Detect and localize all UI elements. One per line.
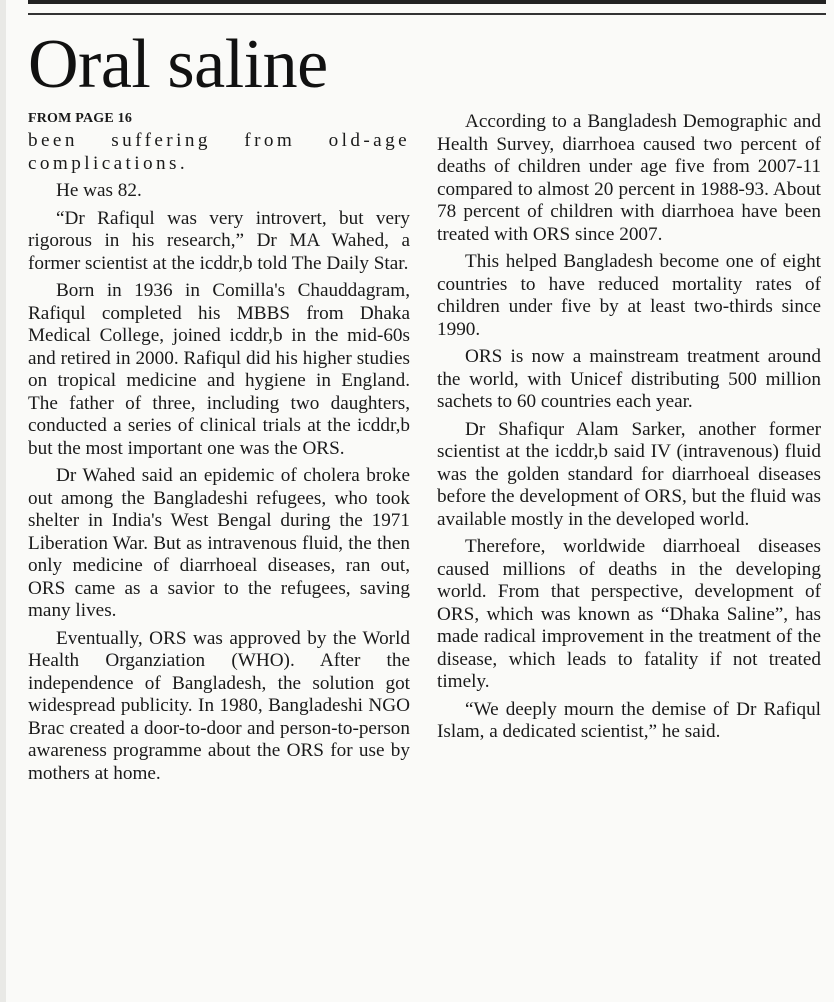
paragraph: Born in 1936 in Comilla's Chauddagram, Rafiqul completed his MBBS from Dhaka Medical College, joined icddr,b in the mid-60s and retired in 2000. Rafiqul did his higher studies on tropical medicine and hygiene in England. The father of three, including two daughters, conducted a series of clinical trials at the icddr,b but the most important one was the ORS. [28, 280, 410, 459]
paragraph: According to a Bangladesh Demographic and Health Survey, diarrhoea caused two percent of deaths of children under age five from 2007-11 compared to almost 20 percent in 1988-93. About 78 percent of children with diarrhoea have been treated with ORS since 2007. [437, 111, 821, 245]
paragraph: ORS is now a mainstream treatment around the world, with Unicef distributing 500 million sachets to 60 countries each year. [437, 346, 821, 412]
page-edge [0, 0, 6, 1002]
paragraph: This helped Bangladesh become one of eight countries to have reduced mortality rates of children under five by at least two-thirds since 1990. [437, 251, 821, 340]
paragraph: “Dr Rafiqul was very introvert, but very rigorous in his research,” Dr MA Wahed, a former scientist at the icddr,b told The Daily Star. [28, 207, 410, 274]
article-column-right [437, 111, 821, 749]
paragraph: He was 82. [56, 180, 142, 201]
paragraph: “We deeply mourn the demise of Dr Rafiqul Islam, a dedicated scientist,” he said. [437, 698, 821, 742]
article-column-left [28, 108, 410, 790]
jump-line: FROM PAGE 16 [28, 111, 133, 126]
top-thin-rule [28, 13, 826, 15]
paragraph: Dr Wahed said an epidemic of cholera broke out among the Bangladeshi refugees, who took shelter in India's West Bengal during the 1971 Liberation War. But as intravenous fluid, the then only medicine of diarrhoeal diseases, ran out, ORS came as a savior to the refugees, saving many lives. [28, 465, 410, 621]
headline: Oral saline [28, 26, 328, 103]
top-rule [28, 0, 826, 4]
paragraph: Therefore, worldwide diarrhoeal diseases caused millions of deaths in the developing world. From that perspective, development of ORS, which was known as “Dhaka Saline”, has made radical improvement in the treatment of the disease, which leads to fatality if not treated timely. [437, 536, 821, 692]
paragraph: been suffering from old-age complications. [28, 130, 410, 174]
paragraph: Eventually, ORS was approved by the World Health Organziation (WHO). After the independence of Bangladesh, the solution got widespread publicity. In 1980, Bangladeshi NGO Brac created a door-to-door and person-to-person awareness programme about the ORS for use by mothers at home. [28, 627, 410, 784]
paragraph: Dr Shafiqur Alam Sarker, another former scientist at the icddr,b said IV (intravenous) fluid was the golden standard for diarrhoeal diseases before the development of ORS, but the fluid was available mostly in the developed world. [437, 418, 821, 530]
